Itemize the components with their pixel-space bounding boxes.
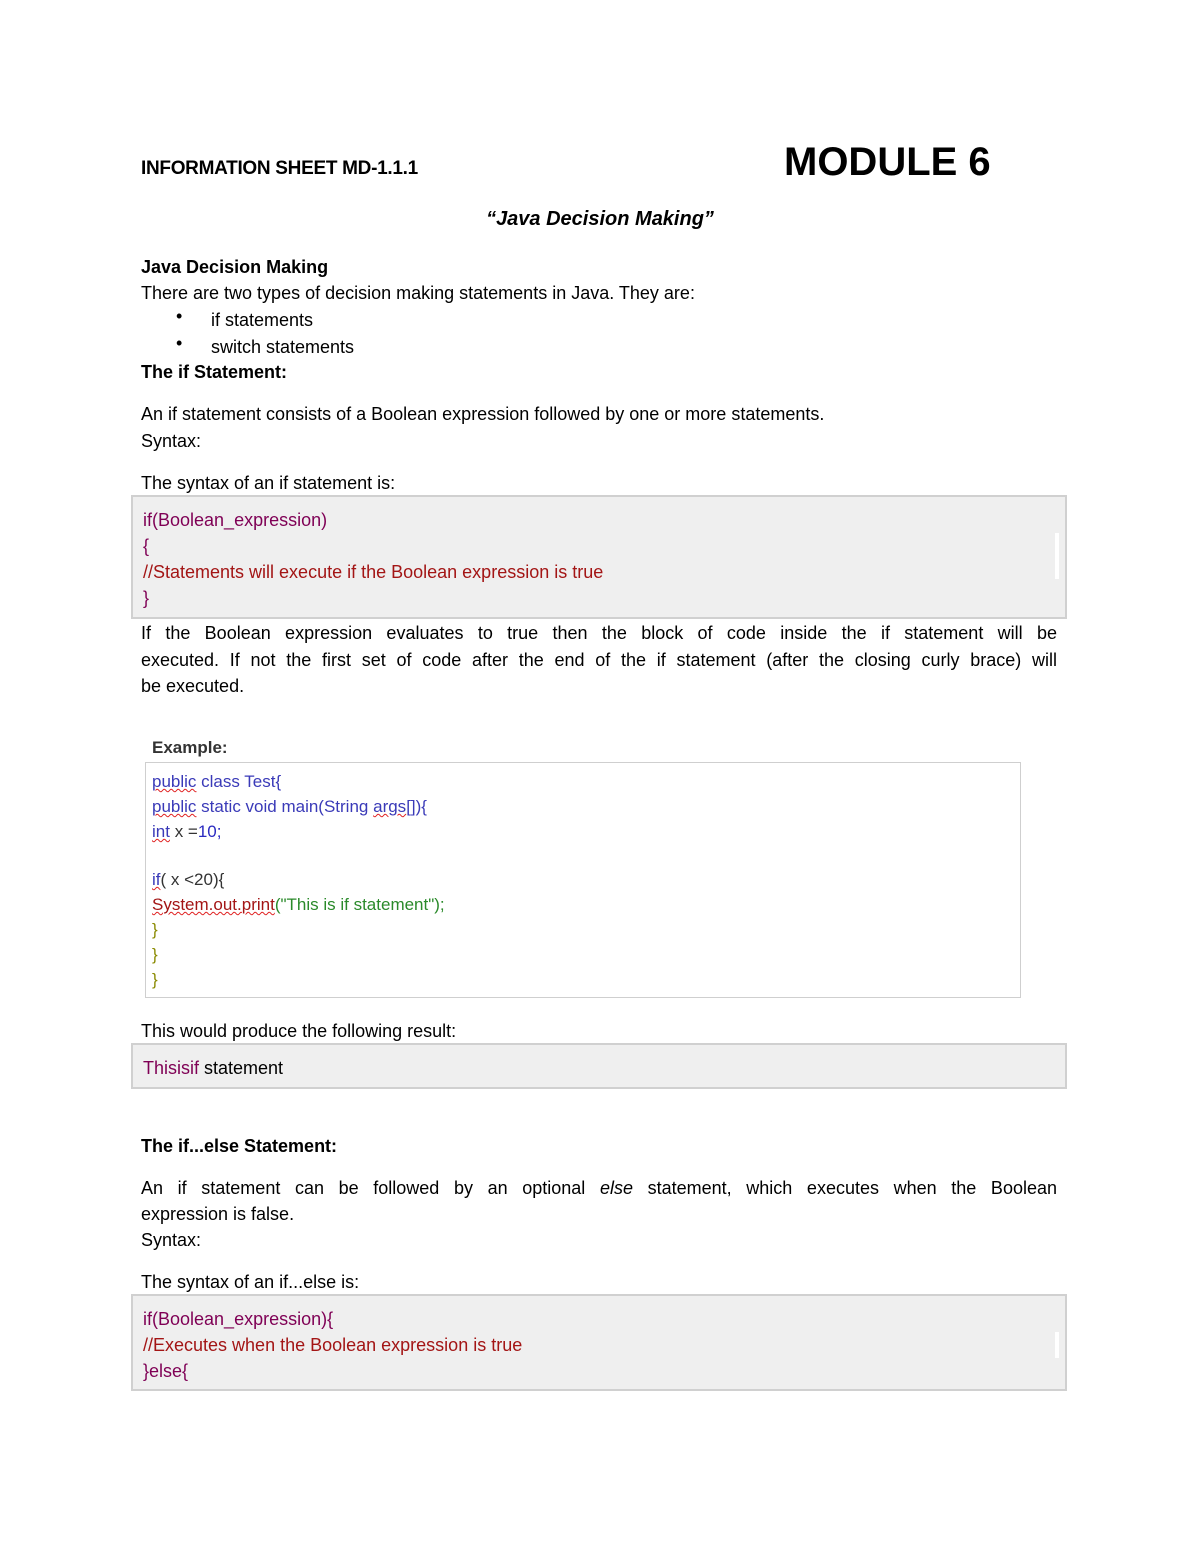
example-line [152, 770, 281, 794]
if-syntax-code-block [131, 495, 1067, 619]
explain-line: If the Boolean expression evaluates to true then the block of code inside the if statement will be [141, 623, 1057, 643]
bullet-icon: • [176, 333, 183, 353]
code-text: } [143, 1361, 150, 1381]
example-method: System.out.print [152, 895, 275, 914]
syntax-intro: The syntax of an if statement is: [141, 473, 396, 493]
if-description: An if statement consists of a Boolean expression followed by one or more statements. [141, 404, 825, 424]
example-text: ( x <20){ [160, 870, 225, 889]
if-else-heading: The if...else Statement: [141, 1136, 338, 1156]
code-line: } [143, 588, 150, 608]
example-keyword: if [152, 870, 161, 889]
code-line [143, 507, 327, 533]
code-line [143, 1358, 188, 1384]
bullet-icon: • [176, 306, 183, 326]
else-desc-part: statement, which executes when the Boolean [632, 1178, 1057, 1198]
else-syntax-intro: The syntax of an if...else is: [141, 1272, 360, 1292]
syntax-label: Syntax: [141, 431, 202, 451]
example-line [152, 893, 445, 917]
scroll-marker [1055, 533, 1059, 579]
code-comment: //Statements will execute if the Boolean expression is true [143, 562, 604, 582]
intro-text: There are two types of decision making statements in Java. They are: [141, 283, 695, 303]
result-word: statement [199, 1058, 284, 1078]
example-line [152, 820, 221, 844]
explain-line: executed. If not the first set of code after the end of the if statement (after the closing curly brace) will [141, 650, 1057, 670]
example-text: class Test{ [196, 772, 282, 791]
code-text: (Boolean_expression){ [152, 1309, 334, 1329]
intro-heading: Java Decision Making [141, 257, 329, 277]
code-keyword: if [143, 510, 152, 530]
module-label: MODULE 6 [784, 140, 991, 184]
else-keyword-emphasis: else [599, 1178, 633, 1198]
code-keyword: else [149, 1361, 183, 1381]
else-desc-part: An if statement can be followed by an optional [141, 1178, 600, 1198]
example-line: } [152, 970, 158, 989]
example-line [152, 868, 224, 892]
result-intro: This would produce the following result: [141, 1021, 457, 1041]
example-keyword: int [152, 822, 170, 841]
example-text: x = [169, 822, 198, 841]
explain-line: be executed. [141, 676, 245, 696]
example-string: ("This is if statement"); [274, 895, 445, 914]
example-line: } [152, 945, 158, 964]
if-heading: The if Statement: [141, 362, 288, 382]
bullet-item: if statements [211, 310, 314, 330]
example-text: []){ [406, 797, 427, 816]
code-keyword: if [143, 1309, 152, 1329]
example-line [152, 795, 427, 819]
example-line: } [152, 920, 158, 939]
example-label: Example: [152, 738, 228, 757]
example-keyword: public [152, 797, 197, 816]
else-syntax-label: Syntax: [141, 1230, 202, 1250]
scroll-marker [1055, 1332, 1059, 1358]
bullet-item: switch statements [211, 337, 355, 357]
result-output [143, 1055, 283, 1081]
else-description-line [141, 1175, 1057, 1201]
result-word: Thisisif [143, 1058, 200, 1078]
code-line: { [143, 536, 150, 556]
sheet-label: INFORMATION SHEET MD-1.1.1 [141, 158, 418, 179]
document-title: “Java Decision Making” [486, 208, 714, 230]
result-output-box [131, 1043, 1067, 1089]
code-comment: //Executes when the Boolean expression is true [143, 1335, 523, 1355]
example-text: static void main(String [196, 797, 374, 816]
code-text: (Boolean_expression) [152, 510, 328, 530]
example-text: args [373, 797, 407, 816]
else-description-line: expression is false. [141, 1204, 295, 1224]
code-line [143, 1306, 333, 1332]
code-text: { [182, 1361, 189, 1381]
example-number: 10; [197, 822, 222, 841]
if-else-syntax-code-block [131, 1294, 1067, 1391]
example-keyword: public [152, 772, 197, 791]
